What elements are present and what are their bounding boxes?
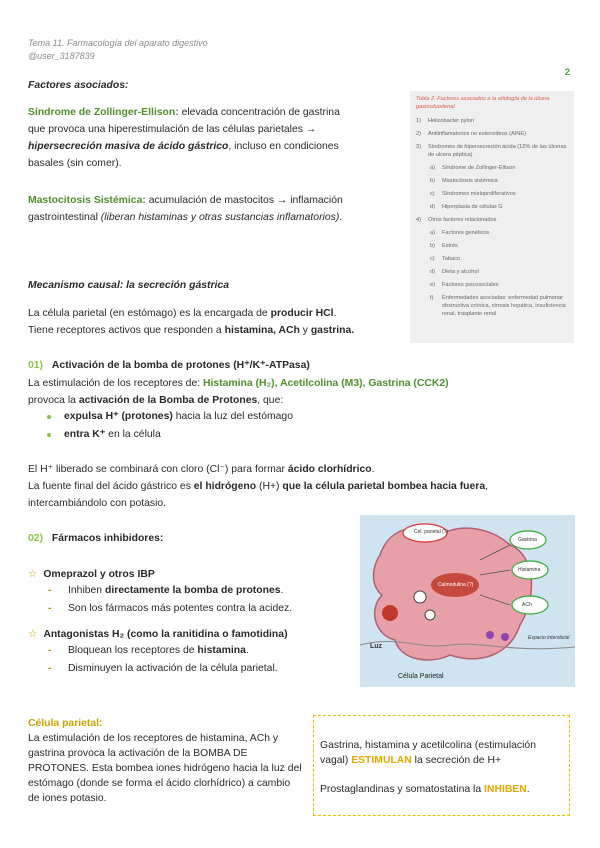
zollinger-text-4: basales (sin comer). — [28, 158, 122, 169]
list-item — [28, 582, 388, 600]
farmaco-group-title: Omeprazol y otros IBP — [43, 569, 155, 580]
table-subitem-text: Enfermedades asociadas: enfermedad pulmonar obstructiva crónica, cirrosis hepática, insuficiencia renal, trasplante renal — [442, 295, 566, 317]
header-subject: Tema 11. Farmacología del aparato digestivo — [28, 38, 208, 48]
item-bold: directamente la bomba de protones — [104, 585, 281, 596]
activacion-receptors: Histamina (H₂), Acetilcolina (M3), Gastrina (CCK2) — [203, 378, 449, 389]
bullet-text: hacia la luz del estómago — [172, 411, 293, 422]
regulation-inhiben: INHIBEN — [484, 784, 527, 795]
masto-text-2: gastrointestinal — [28, 212, 101, 223]
table-item-text: Antiinflamatorios no esteroideos (AINE) — [428, 131, 526, 137]
diagram-cell-label: Célula Parietal — [398, 673, 444, 680]
diagram-receptor-label: Histamina — [518, 567, 541, 573]
diagram-space-label: Espacio intersticial — [528, 635, 570, 641]
list-item: - Son los fármacos más potentes contra la acidez. — [28, 600, 388, 618]
bullet-bold: expulsa H⁺ (protones) — [64, 411, 173, 422]
item-dot: . — [280, 585, 284, 596]
farmaco-group-1-list — [28, 582, 388, 618]
table-item-text: Helicobacter pylori — [428, 118, 475, 124]
table-subitem-key: b) — [430, 243, 435, 249]
activacion-title: Activación de la bomba de protones (H⁺/K⁺-ATPasa) — [51, 360, 310, 371]
table-subitem-key: c) — [430, 191, 435, 197]
table-subitem — [416, 281, 568, 289]
table-title: Tabla 2. Factores asociados a la etiología de la úlcera gastroduodenal — [416, 96, 550, 110]
table-subitem-text: Síndrome de Zollinger-Ellison — [442, 165, 516, 171]
regulation-text-2: Prostaglandinas y somatostatina la — [320, 784, 485, 795]
activacion-text-2: provoca la — [28, 395, 79, 406]
mastocitosis-name: Mastocitosis Sistémica: — [28, 195, 146, 206]
zollinger-paragraph — [28, 104, 398, 172]
table-subitem-text: Síndromes mieloproliferativos — [442, 191, 516, 197]
table-subitem — [416, 255, 568, 263]
table-subitem-key: d) — [430, 204, 435, 210]
star-icon: ☆ — [28, 569, 38, 580]
table-subitem-text: Mastocitosis sistémica — [442, 178, 498, 184]
table-item — [416, 117, 568, 125]
table-subitem-key: f) — [430, 295, 434, 301]
acido-paragraph — [28, 461, 573, 512]
table-subitem-key: c) — [430, 256, 435, 262]
header-user: @user_3187839 — [28, 51, 95, 61]
item-bold: histamina — [197, 645, 246, 656]
table-subitem-key: a) — [430, 230, 435, 236]
parietal-cell-diagram — [360, 515, 575, 687]
farmacos-number: 02) — [28, 533, 44, 544]
zollinger-text-1: elevada concentración de gastrina — [178, 107, 340, 118]
item-text: Bloquean los receptores de — [68, 645, 198, 656]
activacion-paragraph — [28, 375, 568, 409]
farmaco-group-2-list — [28, 642, 388, 678]
zollinger-text-3: , incluso en condiciones — [228, 141, 339, 152]
activacion-bomba: activación de la Bomba de Protones — [78, 395, 258, 406]
factores-title: Factores asociados: — [28, 80, 129, 91]
mecanismo-gastrina: gastrina. — [310, 325, 355, 336]
parietal-summary-title: Célula parietal: — [28, 718, 103, 729]
table-subitem-text: Estrés — [442, 243, 458, 249]
masto-text-end: . — [339, 212, 343, 223]
mastocitosis-paragraph — [28, 192, 398, 226]
diagram-center-label: Calmodulina (?) — [438, 582, 474, 588]
activacion-heading — [28, 359, 310, 371]
acido-clorhidrico: ácido clorhídrico — [287, 464, 372, 475]
list-item — [28, 642, 388, 660]
regulation-dot: . — [526, 784, 530, 795]
mecanismo-text-1: La célula parietal (en estómago) es la encargada de — [28, 308, 271, 319]
mecanismo-y: y — [299, 325, 311, 336]
masto-text-1: acumulación de mastocitos → inflamación — [145, 195, 343, 206]
table-subitem-text: Hiperplasia de células G — [442, 204, 503, 210]
table-subitem-text: Tabaco — [442, 256, 461, 262]
table-subitem — [416, 229, 568, 237]
table-subitem-key: e) — [430, 282, 435, 288]
farmaco-group-2 — [28, 628, 288, 640]
farmaco-group-title: Antagonistas H₂ (como la ranitidina o famotidina) — [43, 629, 288, 640]
star-icon: ☆ — [28, 629, 38, 640]
list-item: - Disminuyen la activación de la célula parietal. — [28, 660, 388, 678]
zollinger-text-2: que provoca una hiperestimulación de las células parietales → — [28, 124, 317, 135]
activacion-text-1: La estimulación de los receptores de: — [28, 378, 204, 389]
item-dot: . — [245, 645, 249, 656]
table-item — [416, 216, 568, 224]
table-subitem-text: Factores genéticos — [442, 230, 490, 236]
parietal-summary-text: La estimulación de los receptores de histamina, ACh y gastrina provoca la activación de la BOMBA DE PROTONES. Esta bombea iones hidrógeno hacia la luz del estómago (donde se forma el ácido clorhídrico) a cambio de iones potasio. — [28, 733, 302, 804]
mecanismo-hcl: producir HCl — [270, 308, 334, 319]
etiology-table — [410, 91, 574, 343]
table-subitem — [416, 294, 568, 318]
acido-text-3: intercambiándolo con potasio. — [28, 498, 167, 509]
table-item-key: 1) — [416, 118, 421, 124]
parietal-cell-illustration — [360, 515, 575, 687]
farmacos-heading — [28, 533, 163, 544]
regulation-inhibit — [320, 782, 563, 797]
table-subitem — [416, 177, 568, 185]
diagram-receptor-label: Gastrina — [518, 537, 537, 543]
parietal-summary-box — [28, 718, 303, 806]
page-number: 2 — [564, 67, 570, 78]
acido-dot: . — [371, 464, 375, 475]
acido-text-1: El H⁺ liberado se combinará con cloro (Cl⁻) para formar — [28, 464, 288, 475]
regulation-text-1: Gastrina, histamina y acetilcolina (estimulación vagal) — [320, 740, 536, 766]
activacion-que: , que: — [257, 395, 284, 406]
diagram-receptor-label: ACh — [522, 602, 532, 608]
acido-hidrogeno: el hidrógeno — [193, 481, 257, 492]
list-item — [28, 408, 428, 426]
zollinger-highlight: hipersecreción masiva de ácido gástrico — [28, 141, 229, 152]
masto-text-italic: (liberan histaminas y otras sustancias inflamatorios) — [100, 212, 340, 223]
regulation-box — [313, 715, 570, 816]
table-subitem — [416, 203, 568, 211]
table-subitem-key: d) — [430, 269, 435, 275]
table-subitem — [416, 190, 568, 198]
table-item-key: 2) — [416, 131, 421, 137]
diagram-top-label: Cel. parietal (?) — [414, 529, 449, 535]
table-subitem — [416, 242, 568, 250]
table-item-key: 4) — [416, 217, 421, 223]
regulation-stimulate — [320, 738, 563, 768]
table-subitem-key: b) — [430, 178, 435, 184]
acido-text-2: La fuente final del ácido gástrico es — [28, 481, 194, 492]
item-text: Inhiben — [68, 585, 105, 596]
bullet-bold: entra K⁺ — [64, 429, 106, 440]
farmaco-group-1 — [28, 568, 155, 580]
mecanismo-title: Mecanismo causal: la secreción gástrica — [28, 280, 229, 291]
table-subitem-text: Factores psicosociales — [442, 282, 499, 288]
mecanismo-paragraph — [28, 305, 408, 339]
acido-h: (H+) — [256, 481, 283, 492]
table-subitem-text: Dieta y alcohol — [442, 269, 479, 275]
activacion-bullets — [28, 408, 428, 444]
table-subitem-key: a) — [430, 165, 435, 171]
farmacos-title: Fármacos inhibidores: — [51, 533, 164, 544]
table-item — [416, 130, 568, 138]
mecanismo-histamina: histamina, ACh — [224, 325, 300, 336]
table-subitem — [416, 164, 568, 172]
list-item — [28, 426, 428, 444]
table-item-text: Otros factores relacionados — [428, 217, 497, 223]
acido-comma: , — [485, 481, 489, 492]
table-item-key: 3) — [416, 144, 421, 150]
activacion-number: 01) — [28, 360, 44, 371]
table-subitem — [416, 268, 568, 276]
mecanismo-text-2: Tiene receptores activos que responden a — [28, 325, 225, 336]
table-item-text: Síndromes de hipersecreción ácida (12% de las úlceras de ulcera péptica) — [428, 144, 567, 158]
mecanismo-dot: . — [333, 308, 337, 319]
regulation-text-1b: la secreción de H+ — [411, 755, 502, 766]
diagram-lumen-label: Luz — [370, 643, 383, 650]
bullet-text: en la célula — [105, 429, 161, 440]
regulation-estimulan: ESTIMULAN — [351, 755, 412, 766]
table-item — [416, 143, 568, 159]
acido-bombea: que la célula parietal bombea hacia fuera — [282, 481, 486, 492]
zollinger-name: Síndrome de Zollinger-Ellison: — [28, 107, 179, 118]
